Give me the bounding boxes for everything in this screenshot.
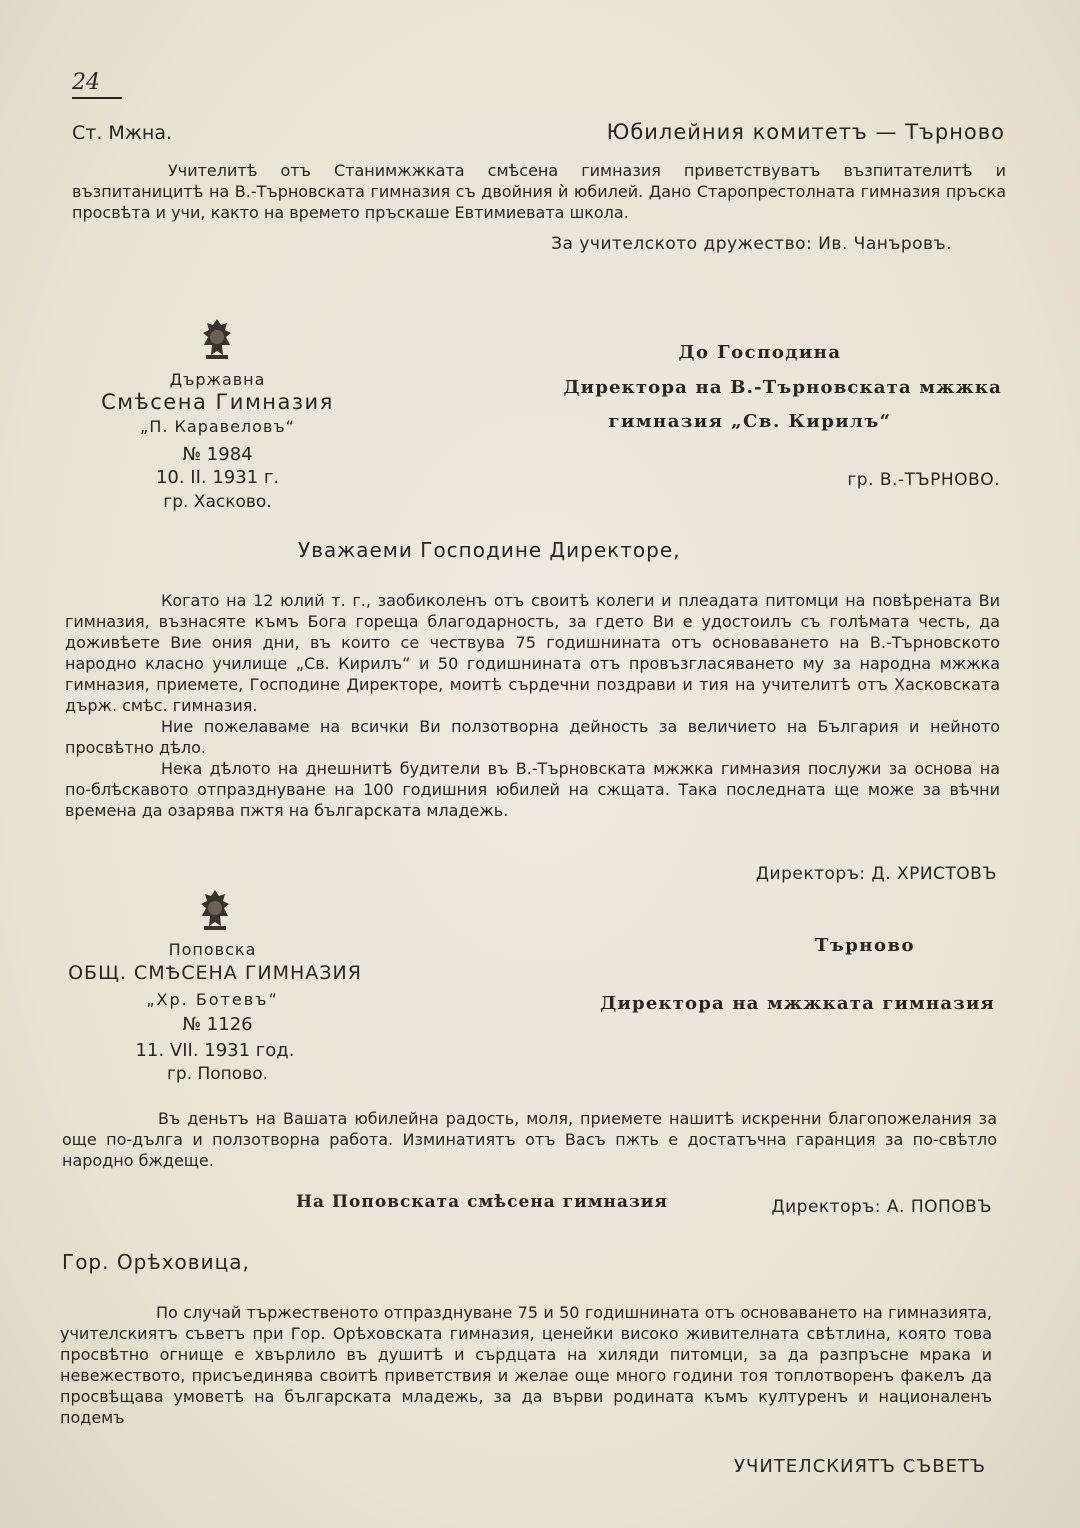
section2-paragraph: Ние пожелаваме на всички Ви ползотворна дейность за величието на България и нейното просвѣтно дѣло. [65, 717, 1000, 757]
sender-number: № 1984 [182, 444, 253, 465]
addressee-city: гр. В.-ТЪРНОВО. [847, 470, 1000, 490]
coat-of-arms-icon [192, 886, 238, 934]
section3-signature-right: Директоръ: А. ПОПОВЪ [771, 1197, 992, 1217]
sender-date: 10. II. 1931 г. [155, 467, 280, 488]
section4-body [60, 1302, 992, 1428]
sender-city: гр. Попово. [166, 1064, 269, 1084]
section2-body [65, 590, 1000, 821]
section3-addressee-line1: Търново [815, 935, 915, 956]
addressee-line1: До Господина [678, 342, 842, 363]
section3-addressee-line2: Директора на мжжката гимназия [600, 993, 995, 1014]
section3-paragraph: Въ деньтъ на Вашата юбилейна радость, моля, приемете нашитѣ искренни благопожелания за още по-дълга и ползотворна работа. Изминатиятъ отъ Васъ пжть е достатъчна гаранция за по-свѣтло народно бждеще. [62, 1109, 997, 1170]
sender-line1: Поповска [168, 940, 257, 959]
section3-body [62, 1108, 997, 1171]
section4-place: Гор. Орѣховица, [62, 1250, 250, 1274]
section1-committee: Юбилейния комитетъ — Търново [606, 120, 1005, 144]
section1-place: Ст. Мжна. [72, 122, 173, 144]
sender-number: № 1126 [182, 1014, 253, 1035]
sender-line1: Държавна [169, 370, 266, 389]
coat-of-arms-icon [194, 315, 240, 363]
sender-date: 11. VII. 1931 год. [135, 1040, 295, 1061]
section1-paragraph: Учителитѣ отъ Станимжжката смѣсена гимназия приветствуватъ възпитателитѣ и възпитаницитѣ на В.-Търновската гимназия съ двойния ѝ юбилей. Дано Старопрестолната гимназия пръска просвѣта и учи, както на времето пръскаше Евтимиевата школа. [72, 161, 1006, 222]
sender-line3: „П. Каравеловъ“ [140, 417, 295, 436]
section1-signature: За учителското дружество: Ив. Чанъровъ. [551, 234, 952, 254]
section2-paragraph: Когато на 12 юлий т. г., заобиколенъ отъ своитѣ колеги и плеадата питомци на повѣрената Ви гимназия, възнасяте къмъ Бога гореща благодарность, за гдето Ви е удостоилъ съ голѣмата честь, да доживѣете Вие ония дни, въ които се чествува 75 годишнината отъ основаването на В.-Търновското народно класно училище „Св. Кирилъ“ и 50 годишнината отъ провъзгласяването му за народна мжжка гимназия, приемете, Господине Директоре, моитѣ сърдечни поздрави и тия на учителитѣ отъ Хасковската държ. смѣс. гимназия. [65, 591, 1000, 715]
salutation: Уважаеми Господине Директоре, [298, 538, 681, 562]
section3-signature-left: На Поповската смѣсена гимназия [296, 1192, 668, 1212]
sender-city: гр. Хасково. [163, 492, 272, 512]
section1-body [72, 160, 1006, 223]
section2-paragraph: Нека дѣлото на днешнитѣ будители въ В.-Търновската мжжка гимназия послужи за основа на по-блѣскавото отпразднуване на 100 годишния юбилей на сжщата. Така последната ще може за вѣчни времена да озарява пжтя на българската младежь. [65, 759, 1000, 820]
section4-signature: УЧИТЕЛСКИЯТЪ СЪВЕТЪ [734, 1456, 986, 1477]
sender-line2: Смѣсена Гимназия [101, 390, 334, 414]
section4-paragraph: По случай тържественото отпразднуване 75 и 50 годишнината отъ основаването на гимназията, учителскиятъ съветъ при Гор. Орѣховската гимназия, ценейки високо живителната свѣтлина, която това просвѣтно огнище е хвърлило въ душитѣ и сърдцата на хиляди питомци, за да разпръсне мрака и невежеството, присъединява своитѣ приветствия и желае още много години тоя топлотворенъ факелъ да просвѣщава умоветѣ на българската младежь, за да върви родината къмъ културенъ и националенъ подемъ [60, 1303, 992, 1427]
sender-line2: ОБЩ. СМѢСЕНА ГИМНАЗИЯ [68, 962, 362, 984]
sender-line3: „Хр. Ботевъ“ [146, 990, 279, 1009]
addressee-line3: гимназия „Св. Кирилъ“ [608, 411, 892, 432]
section2-signature: Директоръ: Д. ХРИСТОВЪ [755, 864, 997, 884]
addressee-line2: Директора на В.-Търновската мжжка [563, 377, 1002, 398]
page-number: 24 [72, 70, 122, 99]
